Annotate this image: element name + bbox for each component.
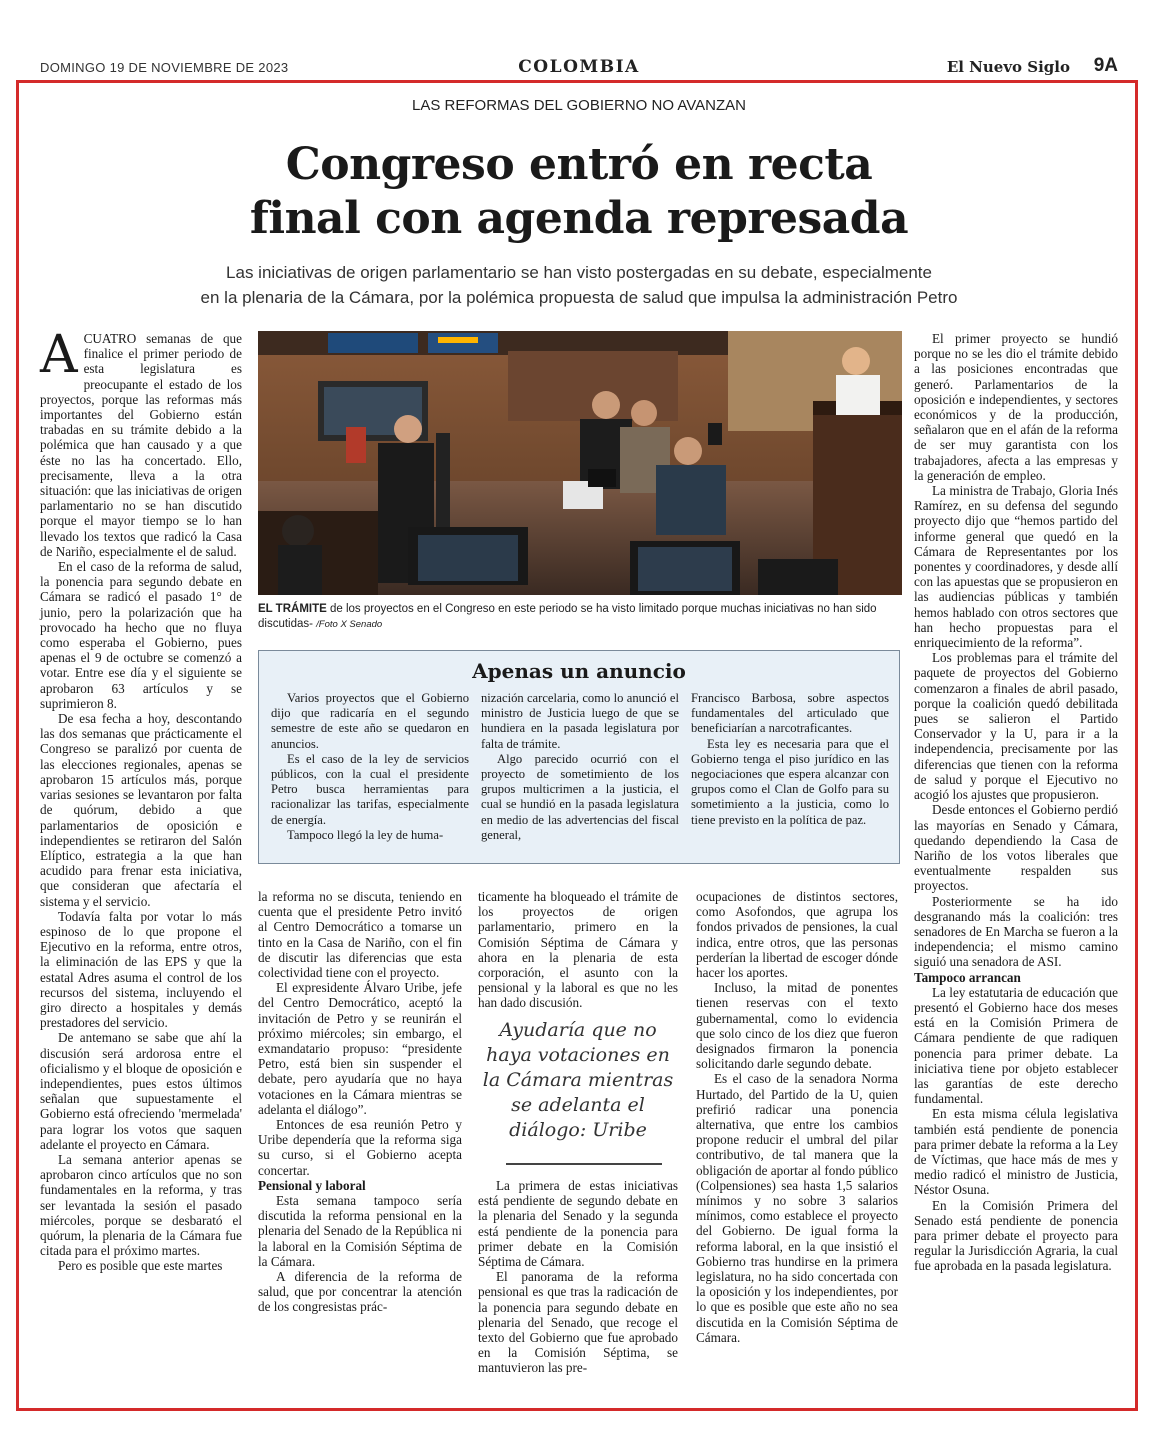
congress-photo xyxy=(258,331,902,595)
issue-date: DOMINGO 19 DE NOVIEMBRE DE 2023 xyxy=(40,60,289,75)
page-header xyxy=(40,55,1118,80)
paragraph: El panorama de la reforma pensional es que tras la radicación de la ponencia para segundo debate en plenaria del Senado, que recoge el texto del Gobierno que fue aprobado en la Comisión Séptima, se mantuvieron las pre- xyxy=(478,1269,678,1376)
column-5 xyxy=(914,331,1118,1274)
section-name: COLOMBIA xyxy=(518,57,640,77)
paragraph: Algo parecido ocurrió con el proyecto de sometimiento de los grupos multicrimen a la justicia, el cual se hundió en la pasada legislatura en medio de las advertencias del fiscal general, xyxy=(481,751,679,842)
paragraph: El expresidente Álvaro Uribe, jefe del Centro Democrático, aceptó la invitación de Petro y se reunirán el próximo miércoles; sin embargo, el exmandatario propuso: “presidente Petro, está bien sin suspender el debate, pero ayudaría que no haya votaciones en la Cámara mientras se adelanta el diálogo”. xyxy=(258,980,462,1117)
paragraph: En el caso de la reforma de salud, la ponencia para segundo debate en Cámara se radicó el pasado 1° de junio, pero la polarización que ha provocado ha hecho que no fluya como esperaba el Gobierno, pues apenas el 9 de octubre se comenzó a votar. Entre ese día y el siguiente se aprobaron 63 artículos y se suprimieron 8. xyxy=(40,559,242,711)
paragraph: De antemano se sabe que ahí la discusión será ardorosa entre el oficialismo y el bloque de oposición e independientes, pues estos últimos señalan que supuestamente el Gobierno está ofreciendo 'mermelada' para lograr los votos que saquen adelante el proyecto en Cámara. xyxy=(40,1030,242,1152)
deck-line-2: en la plenaria de la Cámara, por la polémica propuesta de salud que impulsa la administración Petro xyxy=(200,288,958,307)
paragraph: En la Comisión Primera del Senado está pendiente de ponencia para primer debate el proyecto para regular la Jurisdicción Agraria, la cual fue aprobada en la pasada legislatura. xyxy=(914,1197,1118,1274)
paragraph: De esa fecha a hoy, descontando las dos semanas que prácticamente el Congreso se paralizó por cuenta de las elecciones regionales, apenas se aprobaron 15 artículos más, porque varias sesiones se levantaron por falta de quórum, debido a que parlamentarios de oposición e independientes se retiraron del Salón Elíptico, estrategia a la que han acudido para frenar esta iniciativa, que consideran que afectaría el sistema y el servicio. xyxy=(40,711,242,909)
paragraph: Incluso, la mitad de ponentes tienen reservas con el texto gubernamental, como lo evidencia que solo cinco de los diez que fueron designados firmaron la ponencia solicitando darle segundo debate. xyxy=(696,980,898,1072)
paragraph: En esta misma célula legislativa también está pendiente de ponencia para primer debate la reforma a la Ley de Víctimas, que hace más de mes y medio radicó el ministro de Justicia, Néstor Osuna. xyxy=(914,1106,1118,1198)
paragraph: La primera de estas iniciativas está pendiente de segundo debate en la plenaria del Senado y la segunda está pendiente de la ponencia para primer debate en la Comisión Séptima de Cámara. xyxy=(478,1178,678,1270)
paragraph: Es el caso de la senadora Norma Hurtado, del Partido de la U, quien prefirió radicar una ponencia alternativa, que entre los cambios propone reducir el umbral del pilar contributivo, de tal manera que la obligación de aportar al fondo público (Colpensiones) sea hasta 1,5 salarios mínimos y no sobre 3 salarios mínimos, como establece el proyecto del Gobierno. De igual forma la reforma laboral, en la que insistió el Gobierno tras hundirse en la primera legislatura, no ha sido concertada con la oposición y los independientes, por lo que es posible que este año no sea discutida en la Comisión Séptima de Cámara. xyxy=(696,1071,898,1345)
paragraph: Esta ley es necesaria para que el Gobierno tenga el piso jurídico en las negociaciones que espera alcanzar con grupos como el Clan de Golfo para su sometimiento a la justicia, como lo tiene previsto en la política de paz. xyxy=(691,736,889,827)
paragraph xyxy=(40,325,242,559)
sidebar-column-1 xyxy=(271,691,469,843)
paragraph: Todavía falta por votar lo más espinoso de lo que propone el Ejecutivo en la reforma, entre otros, la eliminación de las EPS y que la estatal Adres asuma el control de los recursos del sistema, incluyendo el giro directo a hospitales y demás prestadores del servicio. xyxy=(40,908,242,1031)
column-1 xyxy=(40,325,242,1274)
paragraph: la reforma no se discuta, teniendo en cuenta que el presidente Petro invitó al Centro Democrático a tomarse un tinto en la Casa de Nariño, con el fin de discutir las diferencias que esta colectividad tiene con el proyecto. xyxy=(258,889,462,981)
subhead-tampoco: Tampoco arrancan xyxy=(914,969,1021,985)
paragraph: Francisco Barbosa, sobre aspectos fundamentales del articulado que beneficiarían a narcotraficantes. xyxy=(691,691,889,736)
subhead-pensional: Pensional y laboral xyxy=(258,1177,366,1193)
headline-line-2: final con agenda represada xyxy=(249,193,909,244)
drop-cap: A xyxy=(40,325,78,385)
paragraph: ocupaciones de distintos sectores, como Asofondos, que agrupa los fondos privados de pensiones, la cual indica, entre otros, que las personas perderían la libertad de escoger dónde hacer los aportes. xyxy=(696,889,898,981)
deck-line-1: Las iniciativas de origen parlamentario se han visto postergadas en su debate, especialmente xyxy=(226,263,932,282)
paragraph: La ley estatutaria de educación que presentó el Gobierno hace dos meses está en la Comisión Primera de Cámara pendiente de que radiquen ponencia para primer debate. La iniciativa tiene por objeto establecer las garantías de este derecho fundamental. xyxy=(914,984,1118,1107)
sidebar-column-2 xyxy=(481,691,679,843)
paragraph: La ministra de Trabajo, Gloria Inés Ramírez, en su defensa del segundo proyecto dijo que “hemos partido del informe general que quedó en la Cámara de Representantes por los ponentes y coordinadores, y desde allí con las apuestas que se propusieron en las audiencias públicas y también hemos hablado con otros sectores que han hecho propuestas para el enriquecimiento de la reforma”. xyxy=(914,483,1118,651)
paragraph: Esta semana tampoco sería discutida la reforma pensional en la plenaria del Senado de la República ni la laboral en la Comisión Séptima de la Cámara. xyxy=(258,1193,462,1269)
paragraph: A diferencia de la reforma de salud, que por concentrar la atención de los congresistas prác- xyxy=(258,1269,462,1315)
column-3-top xyxy=(478,889,678,1011)
sidebar-title: Apenas un anuncio xyxy=(472,659,686,683)
sidebar-column-3 xyxy=(691,691,889,828)
photo-caption xyxy=(258,602,902,632)
paragraph: Desde entonces el Gobierno perdió las mayorías en Senado y Cámara, quedando dependiendo la Casa de Nariño de los votos liberales que eventualmente respalden sus proyectos. xyxy=(914,802,1118,894)
paragraph: Posteriormente se ha ido desgranando más la coalición: tres senadores de En Marcha se fueron a la independencia; el mismo camino siguió una senadora de ASI. xyxy=(914,893,1118,970)
headline-line-1: Congreso entró en recta xyxy=(285,139,873,190)
kicker: LAS REFORMAS DEL GOBIERNO NO AVANZAN xyxy=(412,97,746,114)
paragraph: Varios proyectos que el Gobierno dijo que radicaría en el segundo semestre de este año se quedaron en anuncios. xyxy=(271,691,469,751)
column-4 xyxy=(696,889,898,1345)
photo-illustration xyxy=(258,331,902,595)
caption-text: de los proyectos en el Congreso en este periodo se ha visto limitado porque muchas iniciativas no han sido discutidas- xyxy=(258,603,877,630)
paragraph: El primer proyecto se hundió porque no se les dio el trámite debido a las posiciones encontradas que generó. Parlamentarios de la oposición e independientes, y sectores económicos y de la producción, señalaron que en el afán de la reforma de ser muy garantista con los trabajadores, afecta a las empresas y la generación de empleo. xyxy=(914,331,1118,483)
pull-quote: Ayudaría que no haya votaciones en la Cámara mientras se adelanta el diálogo: Uribe xyxy=(482,1019,674,1141)
deck xyxy=(120,260,1038,310)
paragraph-text: CUATRO semanas de que finalice el primer periodo de esta legislatura es preocupante el estado de los proyectos, porque las reformas más importantes del Gobierno están trabadas en su trámite debido a la polémica que han causado y a que éste no las ha concertado. Ello, precisamente, lleva a la otra situación: que las iniciativas de origen parlamentario no se han discutido porque el mayor tiempo se lo han llevado los textos que radicó la Casa de Nariño, especialmente el de salud. xyxy=(40,331,242,559)
caption-lead: EL TRÁMITE xyxy=(258,603,327,615)
paragraph: Es el caso de la ley de servicios públicos, con la cual el presidente Petro busca herramientas para racionalizar las tarifas, especialmente de energía. xyxy=(271,751,469,827)
sidebar-box xyxy=(258,650,900,864)
pull-quote-rule xyxy=(506,1163,662,1165)
paragraph: Los problemas para el trámite del paquete de proyectos del Gobierno comenzaron a finales de abril pasado, porque la coalición quedó debilitada pues se salieron el Partido Conservador y la U, para ir a la independencia, precisamente por las diferencias que tienen con la reforma de salud y porque el Ejecutivo no acogió los ajustes que propusieron. xyxy=(914,650,1118,803)
page-number: 9A xyxy=(1093,55,1118,76)
photo-credit: /Foto X Senado xyxy=(316,619,383,630)
headline xyxy=(80,138,1078,246)
paragraph: Tampoco llegó la ley de huma- xyxy=(287,827,444,842)
column-3-bottom xyxy=(478,1178,678,1376)
paragraph: Pero es posible que este martes xyxy=(58,1258,223,1274)
paragraph: ticamente ha bloqueado el trámite de los proyectos de origen parlamentario, primero en la Comisión Séptima de Cámara y ahora en la plenaria de esta corporación, el asunto con la pensional y la laboral es que no les han dado discusión. xyxy=(478,889,678,1011)
newspaper-name: El Nuevo Siglo xyxy=(946,58,1070,76)
column-2 xyxy=(258,889,462,1315)
paragraph: nización carcelaria, como lo anunció el ministro de Justicia luego de que se hundiera en la pasada legislatura por falta de trámite. xyxy=(481,691,679,751)
paragraph: La semana anterior apenas se aprobaron cinco artículos que no son fundamentales en la reforma, y tras ser levantada la sesión el pasado miércoles, porque se desbarató el quórum, la plenaria de la Cámara fue citada para el próximo martes. xyxy=(40,1151,242,1259)
paragraph: Entonces de esa reunión Petro y Uribe dependería que la reforma siga su curso, si el Gobierno acepta concertar. xyxy=(258,1117,462,1178)
